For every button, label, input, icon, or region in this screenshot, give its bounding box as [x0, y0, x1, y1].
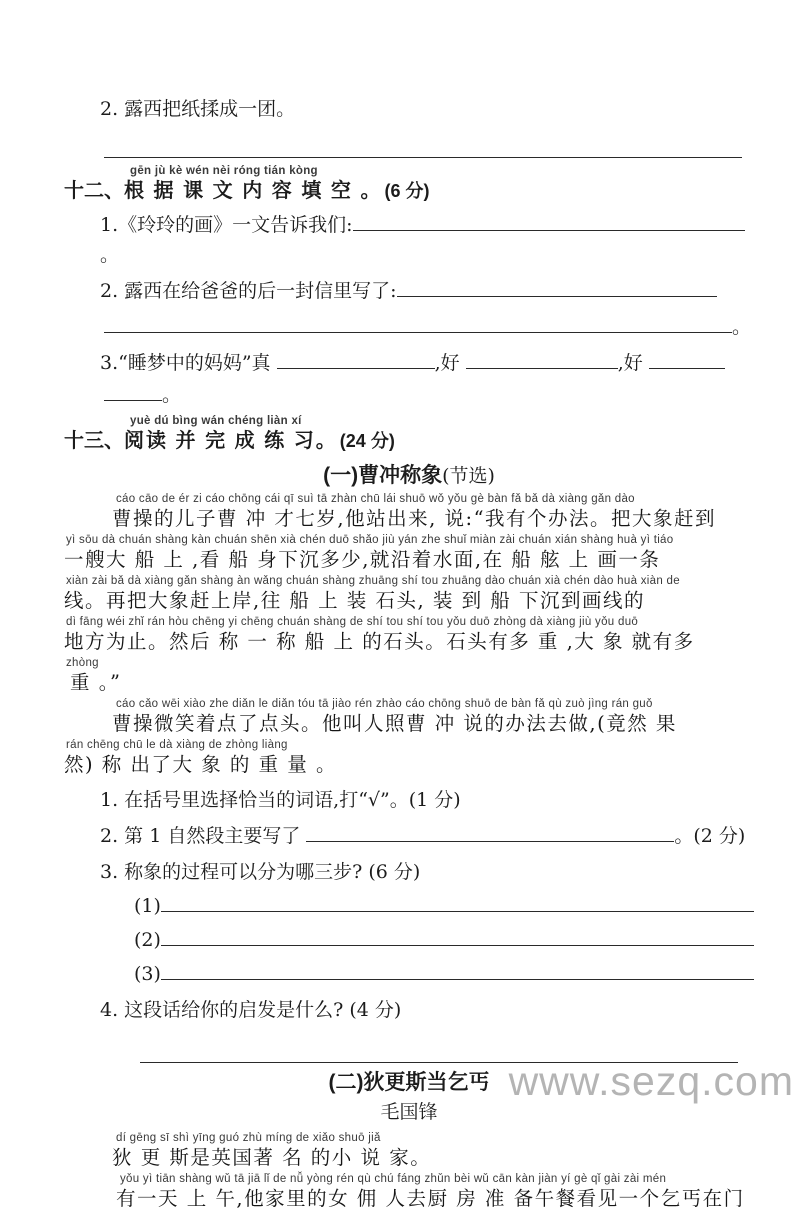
- passage-line: [64, 697, 754, 736]
- answer-blank: [161, 927, 754, 946]
- answer-blank: [306, 823, 674, 842]
- passage-line: [64, 533, 754, 572]
- p1-q3-step-2: [134, 925, 754, 955]
- passage-line: [64, 656, 754, 695]
- pinyin-line: zhòng: [66, 657, 99, 669]
- answer-blank: [397, 278, 717, 297]
- section-13-title: 阅读 并 完 成 练 习。: [124, 430, 338, 452]
- hanzi-line: 线。再把大象赶上岸,往 船 上 装 石头, 装 到 船 下沉到画线的: [64, 589, 645, 612]
- answer-blank: [649, 350, 725, 369]
- hanzi-line: 重 。”: [70, 671, 122, 694]
- section-13-number: 十三、: [64, 430, 124, 452]
- pinyin-line: dí gēng sī shì yīng guó zhù míng de xiǎo shuō jiǎ: [116, 1132, 381, 1144]
- pinyin-line: yì sōu dà chuán shàng kàn chuán shēn xià chén duō shǎo jiù yán zhe shuǐ miàn zài chuán xián shàng huà yì tiáo: [66, 534, 674, 546]
- hanzi-line: 地方为止。然后 称 一 称 船 上 的石头。石头有多 重 ,大 象 就有多: [64, 630, 695, 653]
- section-12-header: [64, 164, 754, 204]
- passage-2-title: (二)狄更斯当乞丐: [328, 1071, 490, 1094]
- question-text: ,好: [434, 352, 460, 374]
- pinyin-line: dì fāng wéi zhǐ rán hòu chēng yi chēng chuán shàng de shí tou shí tou yǒu duō zhòng dà xiàng jiù yǒu duō: [66, 616, 639, 628]
- answer-blank: [161, 961, 754, 980]
- section-12-pinyin: gēn jù kè wén nèi róng tián kòng: [130, 165, 318, 177]
- question-text: ,好: [617, 352, 643, 374]
- question-text: 1.《玲玲的画》一文告诉我们:: [100, 214, 353, 236]
- p1-q3-step-3: [134, 959, 754, 989]
- p1-question-1: 1. 在括号里选择恰当的词语,打“√”。(1 分): [100, 789, 461, 811]
- section-13-header: [64, 414, 754, 454]
- passage-line: [64, 574, 754, 613]
- period: 。: [100, 244, 120, 266]
- passage-line: [64, 615, 754, 654]
- step-label: (1): [134, 895, 161, 917]
- p1-question-3: 3. 称象的过程可以分为哪三步? (6 分): [100, 861, 421, 883]
- section-12-score: (6 分): [384, 181, 430, 201]
- site-watermark: www.sezq.com: [508, 1058, 794, 1104]
- section-12-number: 十二、: [64, 180, 124, 202]
- sec12-question-3: [100, 348, 754, 378]
- section-13-score: (24 分): [339, 431, 395, 451]
- passage-2-author: 毛国锋: [380, 1101, 438, 1123]
- pinyin-line: cáo cǎo wēi xiào zhe diǎn le diǎn tóu tā jiào rén zhào cáo chōng shuō de bàn fǎ qù zuò jìng rán guǒ: [116, 698, 653, 710]
- hanzi-line: 狄 更 斯是英国著 名 的小 说 家。: [112, 1146, 432, 1169]
- passage-line: [64, 1172, 754, 1211]
- pinyin-line: yǒu yì tiān shàng wǔ tā jiā lǐ de nǚ yòng rén qù chú fáng zhǔn bèi wǔ cān kàn jiàn yí gè qǐ gài zài mén: [120, 1173, 667, 1185]
- answer-blank: [353, 212, 745, 231]
- p1-q3-step-1: [134, 891, 754, 921]
- answer-rule-row: [104, 142, 754, 162]
- answer-blank: [104, 142, 742, 158]
- hanzi-line: 一艘大 船 上 ,看 船 身下沉多少,就沿着水面,在 船 舷 上 画一条: [64, 548, 661, 571]
- passage-line: [64, 1131, 754, 1170]
- p1-question-2: [100, 821, 754, 851]
- pinyin-line: rán chēng chū le dà xiàng de zhòng liàng: [66, 739, 288, 751]
- answer-blank: [104, 314, 732, 333]
- sec12-question-2: [100, 276, 754, 306]
- answer-blank: [104, 382, 162, 401]
- hanzi-line: 有一天 上 午,他家里的女 佣 人去厨 房 准 备午餐看见一个乞丐在门: [116, 1187, 745, 1210]
- passage-line: [64, 492, 754, 531]
- sec12-question-1: [100, 210, 754, 270]
- question-text: 2. 露西在给爸爸的后一封信里写了:: [100, 280, 397, 302]
- passage-line: [64, 738, 754, 777]
- hanzi-line: 曹操微笑着点了点头。他叫人照曹 冲 说的办法去做,(竟然 果: [112, 712, 677, 735]
- question-text: 3.“睡梦中的妈妈”真: [100, 352, 271, 374]
- pinyin-line: xiàn zài bǎ dà xiàng gǎn shàng àn wǎng chuán shàng zhuāng shí tou zhuāng dào chuán xià chén dào huà xiàn de: [66, 575, 680, 587]
- period: 。: [162, 384, 182, 406]
- hanzi-line: 然) 称 出了大 象 的 重 量 。: [64, 753, 337, 776]
- prev-item-2: 2. 露西把纸揉成一团。: [100, 98, 296, 120]
- step-label: (2): [134, 929, 161, 951]
- question-text: 2. 第 1 自然段主要写了: [100, 825, 301, 847]
- answer-blank: [161, 893, 754, 912]
- section-13-pinyin: yuè dú bìng wán chéng liàn xí: [130, 415, 302, 427]
- passage-1-title: [64, 462, 754, 490]
- answer-blank: [466, 350, 618, 369]
- answer-blank: [277, 350, 435, 369]
- score-suffix: 。(2 分): [674, 825, 746, 847]
- sec12-question-2-continued: [104, 312, 754, 342]
- section-12-title: 根 据 课 文 内 容 填 空 。: [124, 180, 383, 202]
- hanzi-line: 曹操的儿子曹 冲 才七岁,他站出来, 说:“我有个办法。把大象赶到: [112, 507, 717, 530]
- sec12-question-3-continued: [104, 380, 754, 410]
- passage-1-title-text: (一)曹冲称象: [323, 464, 443, 487]
- p1-question-4: 4. 这段话给你的启发是什么? (4 分): [100, 999, 402, 1021]
- passage-1-subtitle: (节选): [442, 465, 495, 487]
- period: 。: [732, 316, 752, 338]
- pinyin-line: cáo cāo de ér zi cáo chōng cái qī suì tā zhàn chū lái shuō wǒ yǒu gè bàn fǎ bǎ dà xiàng gǎn dào: [116, 493, 635, 505]
- step-label: (3): [134, 963, 161, 985]
